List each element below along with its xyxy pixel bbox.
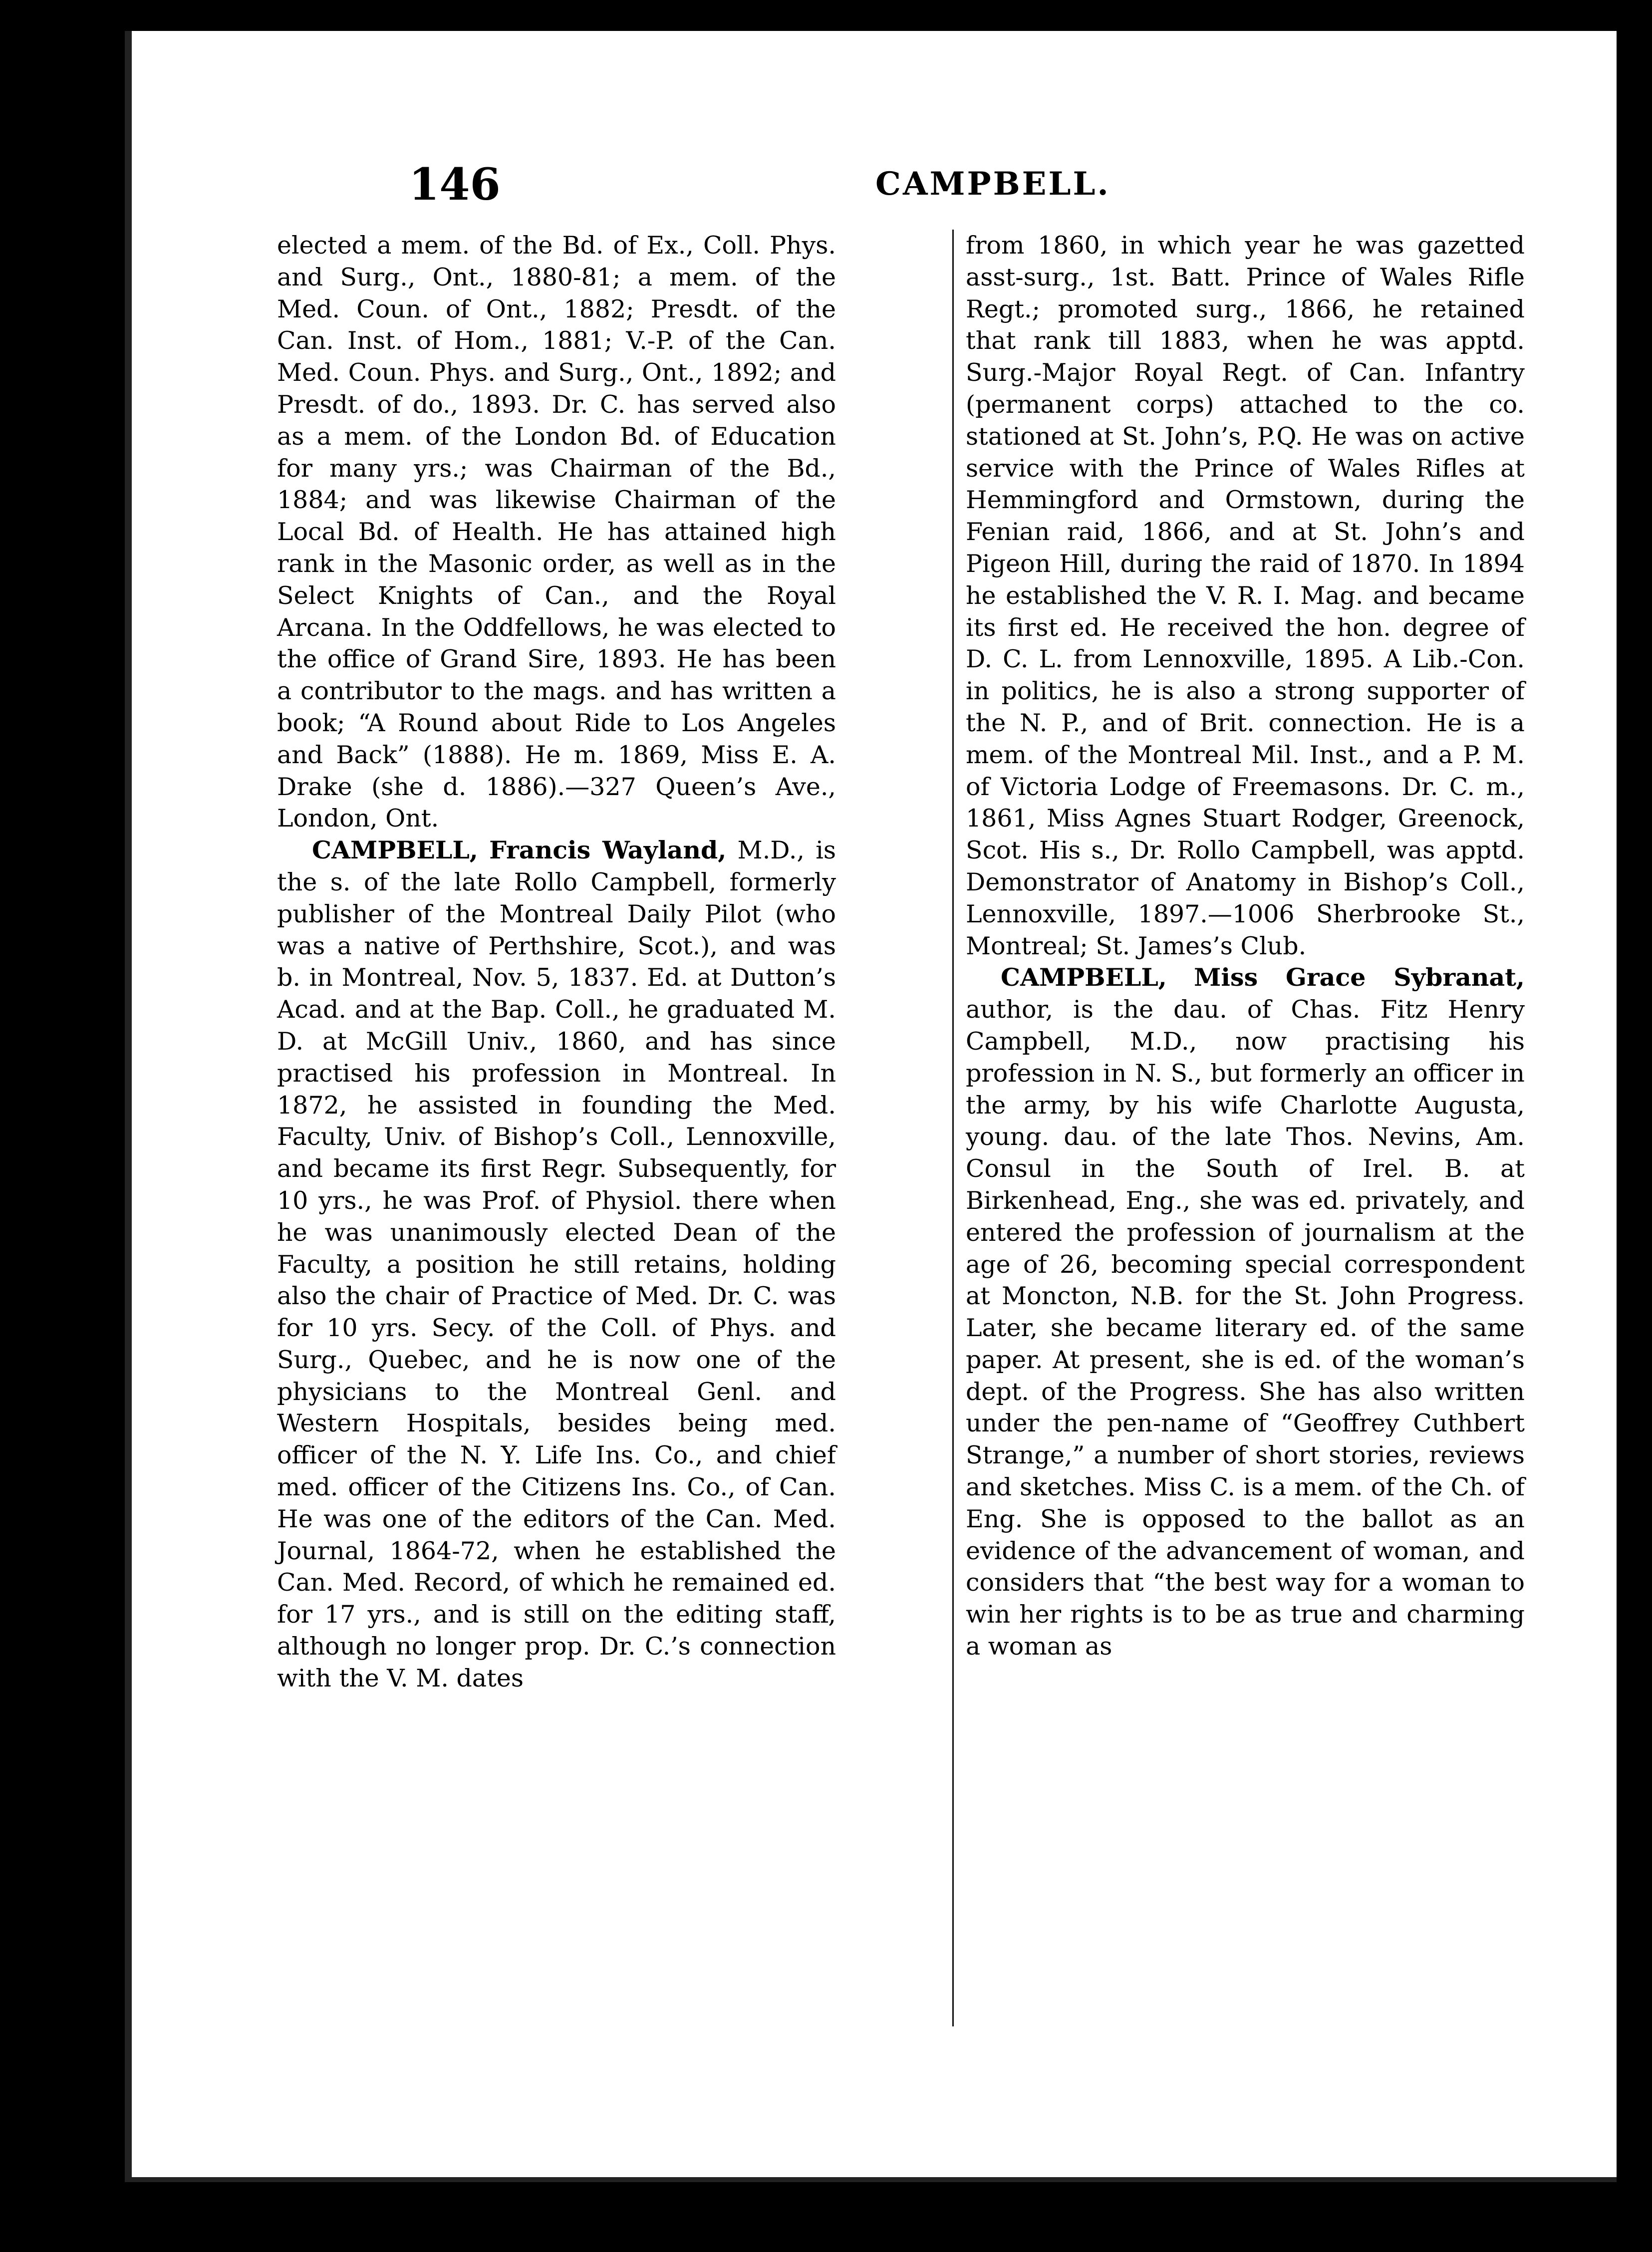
page-number: 146: [409, 158, 501, 210]
left-column: [277, 230, 836, 1694]
entry-surname: CAMPBELL,: [1001, 963, 1167, 992]
running-head: CAMPBELL.: [875, 165, 1110, 203]
right-column: [966, 230, 1525, 1663]
entry-campbell-francis-wayland: [277, 835, 836, 1694]
column-divider: [952, 230, 954, 2026]
entry-surname: CAMPBELL,: [312, 836, 478, 865]
entry-given-name: Miss Grace Sybranat,: [1194, 963, 1525, 992]
entry-text: M.D., is the s. of the late Rollo Campbell, formerly publisher of the Montreal Daily Pilot (who was a native of Perthshire, Scot.), and was b. in Montreal, Nov. 5, 1837. Ed. at Dutton’s Acad. and at the Bap. Coll., he graduated M. D. at McGill Univ., 1860, and has since practised his profession in Montreal. In 1872, he assisted in founding the Med. Faculty, Univ. of Bishop’s Coll., Lennoxville, and became its first Regr. Subsequently, for 10 yrs., he was Prof. of Physiol. there when he was unanimously elected Dean of the Faculty, a position he still retains, holding also the chair of Practice of Med. Dr. C. was for 10 yrs. Secy. of the Coll. of Phys. and Surg., Quebec, and he is now one of the physicians to the Montreal Genl. and Western Hospitals, besides being med. officer of the N. Y. Life Ins. Co., and chief med. officer of the Citizens Ins. Co., of Can. He was one of the editors of the Can. Med. Journal, 1864-72, when he established the Can. Med. Record, of which he remained ed. for 17 yrs., and is still on the editing staff, although no longer prop. Dr. C.’s connection with the V. M. dates: [277, 836, 836, 1692]
entry-given-name: Francis Wayland,: [489, 836, 727, 865]
page-header: [409, 158, 1652, 218]
entry-campbell-grace-sybranat: [966, 962, 1525, 1663]
entry-continuation-text: from 1860, in which year he was gazetted asst-surg., 1st. Batt. Prince of Wales Rifle Regt.; promoted surg., 1866, he retained that rank till 1883, when he was apptd. Surg.-Major Royal Regt. of Can. Infantry (permanent corps) attached to the co. stationed at St. John’s, P.Q. He was on active service with the Prince of Wales Rifles at Hemmingford and Ormstown, during the Fenian raid, 1866, and at St. John’s and Pigeon Hill, during the raid of 1870. In 1894 he established the V. R. I. Mag. and became its first ed. He received the hon. degree of D. C. L. from Lennoxville, 1895. A Lib.-Con. in politics, he is also a strong supporter of the N. P., and of Brit. connection. He is a mem. of the Montreal Mil. Inst., and a P. M. of Victoria Lodge of Freemasons. Dr. C. m., 1861, Miss Agnes Stuart Rodger, Greenock, Scot. His s., Dr. Rollo Campbell, was apptd. Demonstrator of Anatomy in Bishop’s Coll., Lennoxville, 1897.—1006 Sherbrooke St., Montreal; St. James’s Club.: [966, 231, 1525, 960]
entry-text: author, is the dau. of Chas. Fitz Henry Campbell, M.D., now practising his profession in N. S., but formerly an officer in the army, by his wife Charlotte Augusta, young. dau. of the late Thos. Nevins, Am. Consul in the South of Irel. B. at Birkenhead, Eng., she was ed. privately, and entered the profession of journalism at the age of 26, becoming special correspondent at Moncton, N.B. for the St. John Progress. Later, she became literary ed. of the same paper. At present, she is ed. of the woman’s dept. of the Progress. She has also written under the pen-name of “Geoffrey Cuthbert Strange,” a number of short stories, reviews and sketches. Miss C. is a mem. of the Ch. of Eng. She is opposed to the ballot as an evidence of the advancement of woman, and considers that “the best way for a woman to win her rights is to be as true and charming a woman as: [966, 995, 1525, 1661]
entry-continuation-text: elected a mem. of the Bd. of Ex., Coll. Phys. and Surg., Ont., 1880-81; a mem. of the Med. Coun. of Ont., 1882; Presdt. of the Can. Inst. of Hom., 1881; V.-P. of the Can. Med. Coun. Phys. and Surg., Ont., 1892; and Presdt. of do., 1893. Dr. C. has served also as a mem. of the London Bd. of Education for many yrs.; was Chairman of the Bd., 1884; and was likewise Chairman of the Local Bd. of Health. He has attained high rank in the Masonic order, as well as in the Select Knights of Can., and the Royal Arcana. In the Oddfellows, he was elected to the office of Grand Sire, 1893. He has been a contributor to the mags. and has written a book; “A Round about Ride to Los Angeles and Back” (1888). He m. 1869, Miss E. A. Drake (she d. 1886).—327 Queen’s Ave., London, Ont.: [277, 231, 836, 833]
